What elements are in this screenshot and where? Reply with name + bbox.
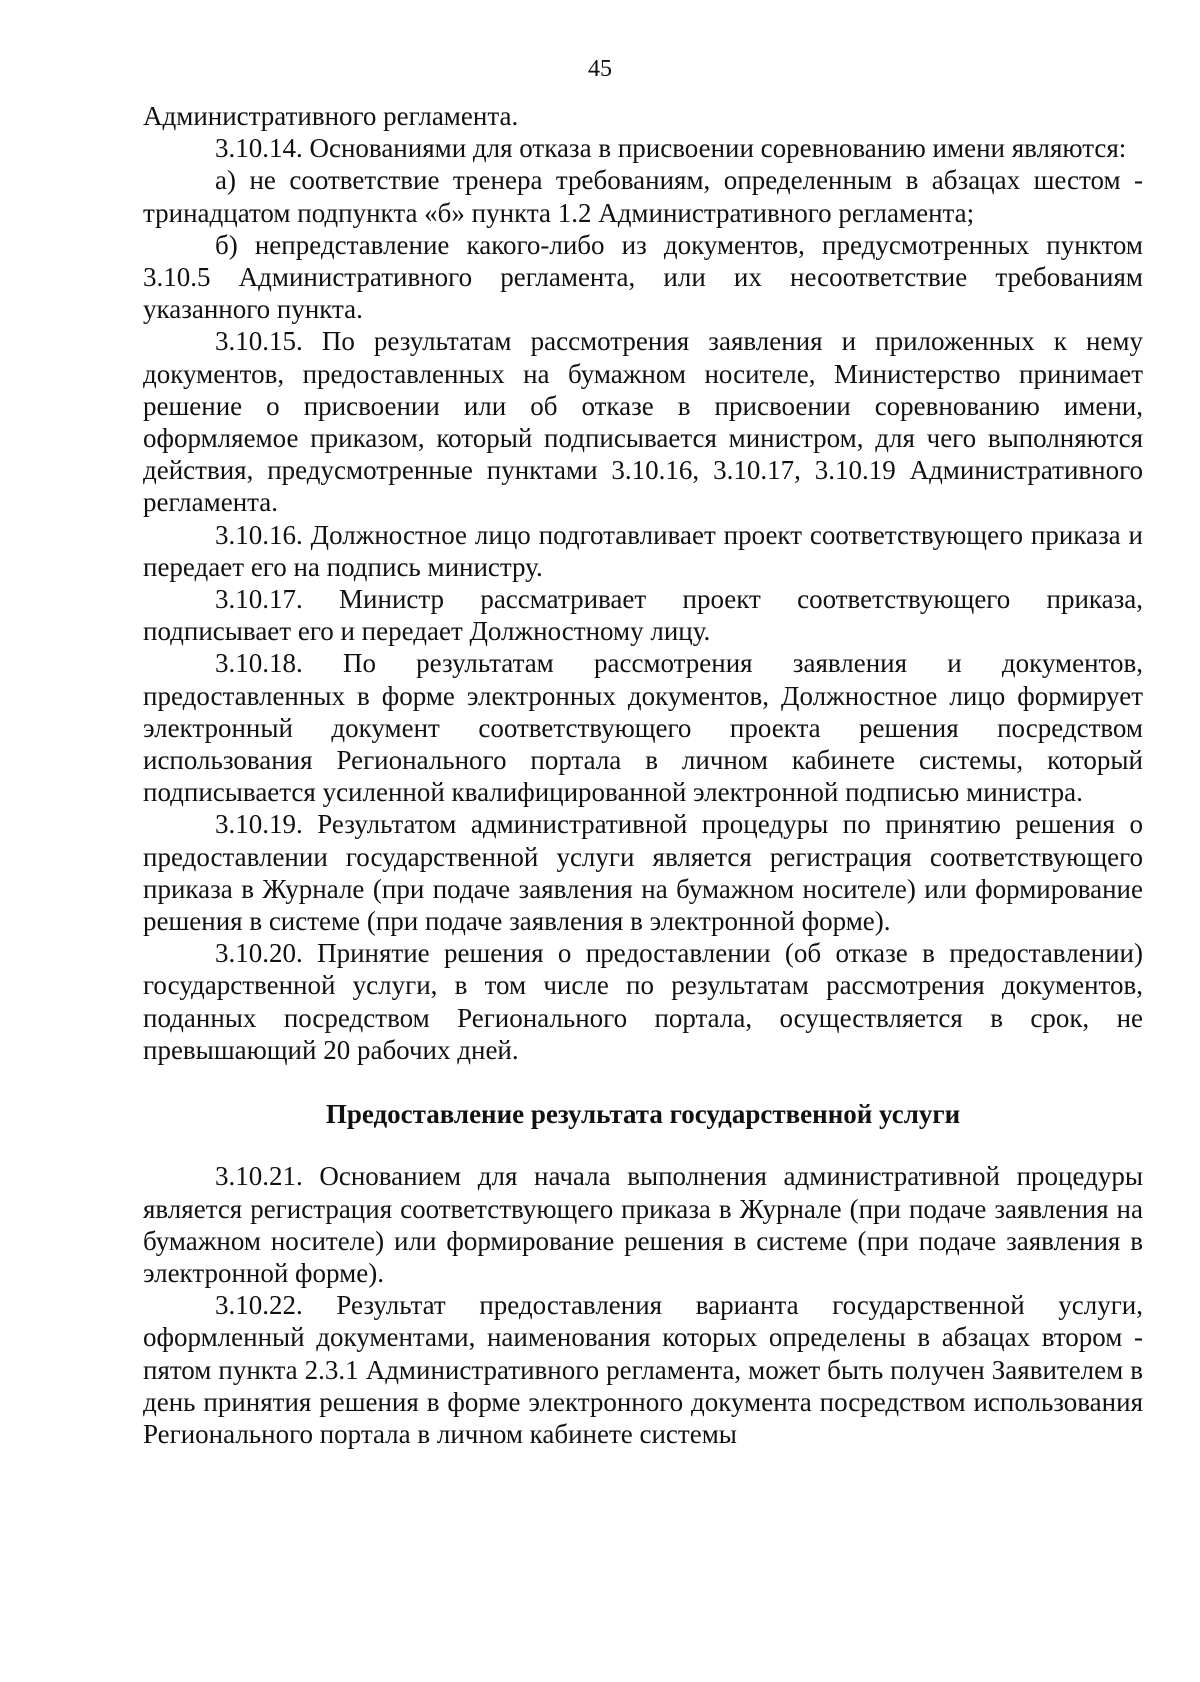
paragraph-3-10-17: 3.10.17. Министр рассматривает проект соответствующего приказа, подписывает его и передает Должностному лицу. — [143, 584, 1143, 647]
section-heading: Предоставление результата государственной услуги — [325, 1099, 961, 1130]
paragraph-3-10-20: 3.10.20. Принятие решения о предоставлении (об отказе в предоставлении) государственной услуги, в том числе по результатам рассмотрения документов, поданных посредством Регионального портала, осуществляется в срок, не превышающий 20 рабочих дней. — [143, 938, 1143, 1065]
paragraph-3-10-19: 3.10.19. Результатом административной процедуры по принятию решения о предоставлении государственной услуги является регистрация соответствующего приказа в Журнале (при подаче заявления на бумажном носителе) или формирование решения в системе (при подаче заявления в электронной форме). — [143, 809, 1143, 937]
paragraph-item-a: а) не соответствие тренера требованиям, определенным в абзацах шестом - тринадцатом подпункта «б» пункта 1.2 Административного регламента; — [143, 165, 1143, 228]
page-number: 45 — [588, 56, 612, 82]
paragraph-3-10-14: 3.10.14. Основаниями для отказа в присвоении соревнованию имени являются: — [215, 133, 1127, 164]
paragraph-continuation: Административного регламента. — [143, 101, 519, 131]
paragraph-3-10-16: 3.10.16. Должностное лицо подготавливает проект соответствующего приказа и передает его на подпись министру. — [143, 519, 1143, 582]
paragraph-3-10-22: 3.10.22. Результат предоставления варианта государственной услуги, оформленный документами, наименования которых определены в абзацах втором - пятом пункта 2.3.1 Административного регламента, может быть получен Заявителем в день принятия решения в форме электронного документа посредством использования Регионального портала в личном кабинете системы — [143, 1290, 1143, 1449]
paragraph-item-b: б) непредставление какого-либо из документов, предусмотренных пунктом 3.10.5 Административного регламента, или их несоответствие требованиям указанного пункта. — [143, 229, 1143, 325]
body-text — [143, 100, 1143, 1450]
paragraph-3-10-18: 3.10.18. По результатам рассмотрения заявления и документов, предоставленных в форме электронных документов, Должностное лицо формирует электронный документ соответствующего проекта решения посредством использования Регионального портала в личном кабинете системы, который подписывается усиленной квалифицированной электронной подписью министра. — [143, 648, 1143, 808]
paragraph-3-10-15: 3.10.15. По результатам рассмотрения заявления и приложенных к нему документов, предоставленных на бумажном носителе, Министерство принимает решение о присвоении или об отказе в присвоении соревнованию имени, оформляемое приказом, который подписывается министром, для чего выполняются действия, предусмотренные пунктами 3.10.16, 3.10.17, 3.10.19 Административного регламента. — [143, 326, 1143, 518]
paragraph-3-10-21: 3.10.21. Основанием для начала выполнения административной процедуры является регистрация соответствующего приказа в Журнале (при подаче заявления на бумажном носителе) или формирование решения в системе (при подаче заявления в электронной форме). — [143, 1161, 1143, 1288]
